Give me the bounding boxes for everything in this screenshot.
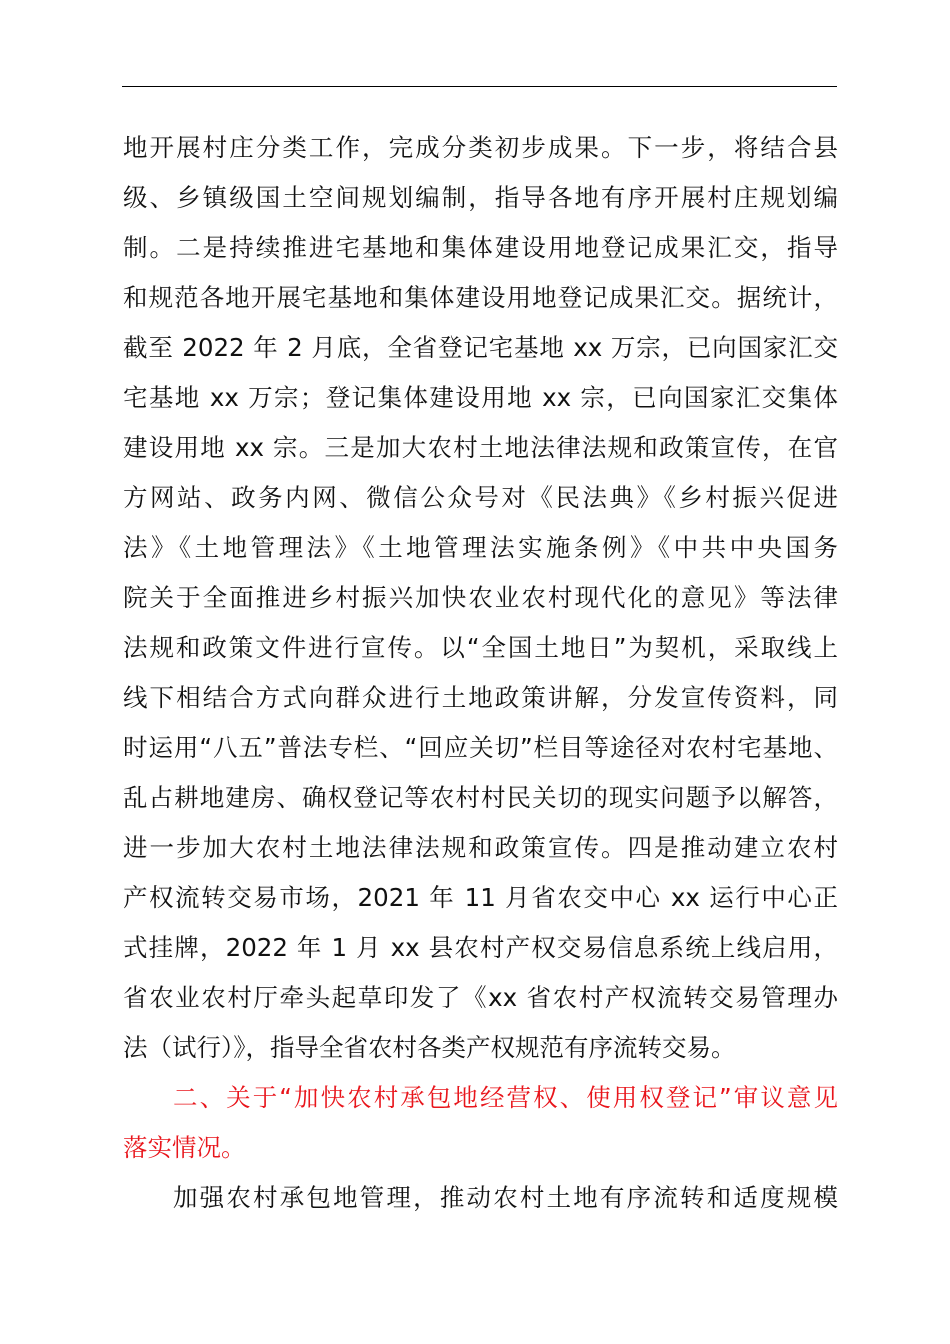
paragraph-line: 制。二是持续推进宅基地和集体建设用地登记成果汇交，指导 xyxy=(123,233,838,262)
paragraph-line: 建设用地 xx 宗。三是加大农村土地法律法规和政策宣传，在官 xyxy=(123,433,838,462)
paragraph-line: 法规和政策文件进行宣传。以“全国土地日”为契机，采取线上 xyxy=(123,633,838,662)
header-rule xyxy=(122,86,837,87)
section-heading-line: 落实情况。 xyxy=(123,1133,246,1162)
document-body xyxy=(123,123,838,1223)
paragraph-line: 乱占耕地建房、确权登记等农村村民关切的现实问题予以解答， xyxy=(123,783,838,812)
paragraph-line: 线下相结合方式向群众进行土地政策讲解，分发宣传资料，同 xyxy=(123,683,838,712)
paragraph-line: 和规范各地开展宅基地和集体建设用地登记成果汇交。据统计， xyxy=(123,283,838,312)
paragraph-land-registration xyxy=(123,123,838,1073)
paragraph-line: 方网站、政务内网、微信公众号对《民法典》《乡村振兴促进 xyxy=(123,483,838,512)
paragraph-line: 截至 2022 年 2 月底，全省登记宅基地 xx 万宗，已向国家汇交 xyxy=(123,333,838,362)
paragraph-line: 宅基地 xx 万宗；登记集体建设用地 xx 宗，已向国家汇交集体 xyxy=(123,383,838,412)
section-heading xyxy=(123,1073,838,1173)
paragraph-contract-land xyxy=(123,1173,838,1223)
paragraph-line: 地开展村庄分类工作，完成分类初步成果。下一步，将结合县 xyxy=(123,133,838,162)
paragraph-line: 省农业农村厅牵头起草印发了《xx 省农村产权流转交易管理办 xyxy=(123,983,838,1012)
paragraph-line: 时运用“八五”普法专栏、“回应关切”栏目等途径对农村宅基地、 xyxy=(123,733,838,762)
paragraph-line: 法（试行）》，指导全省农村各类产权规范有序流转交易。 xyxy=(123,1033,736,1062)
paragraph-line: 法》《土地管理法》《土地管理法实施条例》《中共中央国务 xyxy=(123,533,838,562)
paragraph-line: 加强农村承包地管理，推动农村土地有序流转和适度规模 xyxy=(173,1183,838,1212)
paragraph-line: 产权流转交易市场，2021 年 11 月省农交中心 xx 运行中心正 xyxy=(123,883,838,912)
paragraph-line: 进一步加大农村土地法律法规和政策宣传。四是推动建立农村 xyxy=(123,833,838,862)
paragraph-line: 式挂牌，2022 年 1 月 xx 县农村产权交易信息系统上线启用， xyxy=(123,933,838,962)
section-heading-line: 二、关于“加快农村承包地经营权、使用权登记”审议意见 xyxy=(173,1083,838,1112)
paragraph-line: 院关于全面推进乡村振兴加快农业农村现代化的意见》等法律 xyxy=(123,583,838,612)
paragraph-line: 级、乡镇级国土空间规划编制，指导各地有序开展村庄规划编 xyxy=(123,183,838,212)
